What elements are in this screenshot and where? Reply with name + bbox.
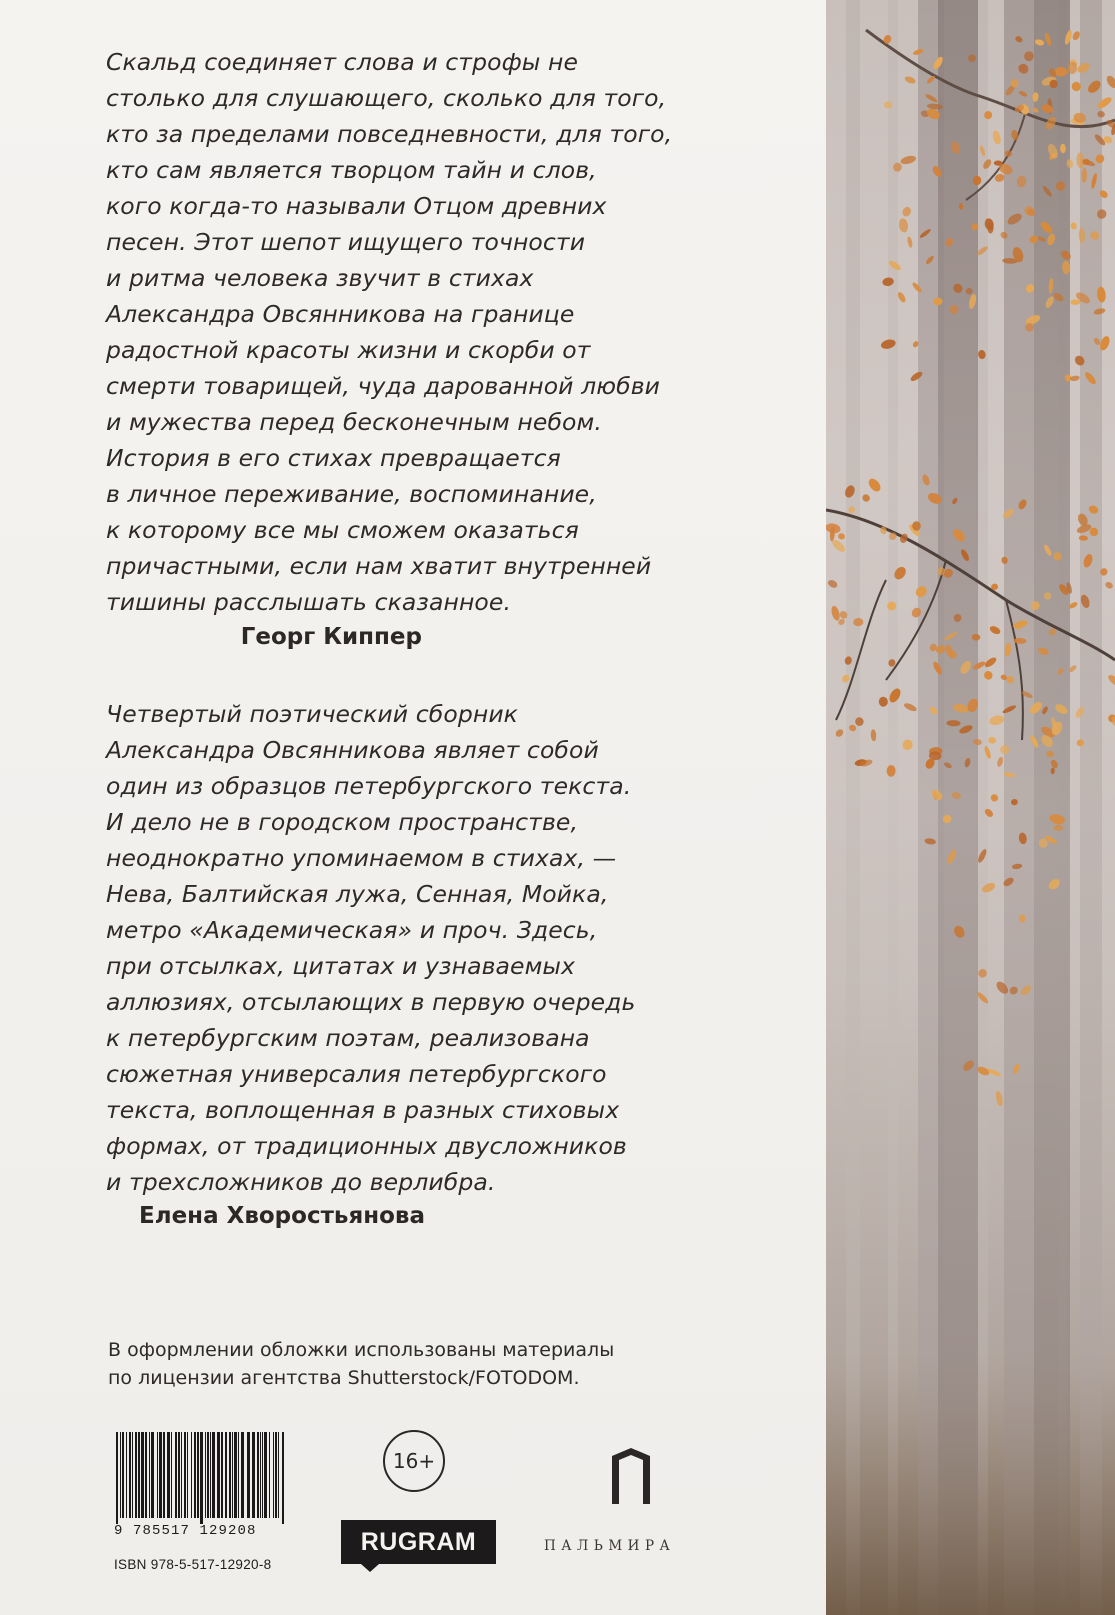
barcode-bar (278, 1432, 279, 1518)
quote-line: и ритма человека звучит в стихах (106, 264, 534, 292)
quote-line: к которому все мы сможем оказаться (106, 516, 579, 544)
quote-line: аллюзиях, отсылающих в первую очередь (106, 988, 636, 1016)
barcode-bar (257, 1432, 259, 1518)
quote-line: столько для слушающего, сколько для того, (106, 84, 667, 112)
quote-line: тишины расслышать сказанное. (106, 588, 512, 616)
quote-line: формах, от традиционных двусложников (106, 1132, 627, 1160)
quote-author-khvorostyanova: Елена Хворостьянова (139, 1203, 425, 1229)
barcode-bar (207, 1432, 209, 1518)
barcode-bar (191, 1432, 192, 1518)
quote-line: причастными, если нам хватит внутренней (106, 552, 652, 580)
barcode-bar (264, 1432, 267, 1518)
barcode-bar (126, 1432, 127, 1518)
quote-line: при отсылках, цитатах и узнаваемых (106, 952, 576, 980)
quote-line: неоднократно упоминаемом в стихах, — (106, 844, 617, 872)
image-credits (108, 1336, 614, 1392)
barcode-bar (232, 1432, 233, 1518)
palmira-logo-icon (608, 1446, 654, 1504)
barcode-bar (122, 1432, 124, 1518)
quote-line: сюжетная универсалия петербургского (106, 1060, 607, 1088)
quote-line: Александра Овсянникова на границе (106, 300, 575, 328)
quote-line: История в его стихах превращается (106, 444, 561, 472)
quote-line: метро «Академическая» и проч. Здесь, (106, 916, 598, 944)
barcode-bar (132, 1432, 133, 1518)
barcode-bar (120, 1432, 121, 1518)
barcode-bar (157, 1432, 158, 1518)
quote-line: в личное переживание, воспоминание, (106, 480, 597, 508)
barcode-bar (241, 1432, 244, 1518)
quote-line: кто за пределами повседневности, для того, (106, 120, 673, 148)
barcode-bar (275, 1432, 277, 1518)
barcode-bar (260, 1432, 261, 1518)
quote-line: песен. Этот шепот ищущего точности (106, 228, 586, 256)
barcode-bar (116, 1432, 118, 1524)
credits-line: по лицензии агентства Shutterstock/FOTODOM. (108, 1367, 580, 1389)
barcode-bar (171, 1432, 172, 1518)
barcode-bar (194, 1432, 196, 1518)
barcode-bar (252, 1432, 255, 1518)
quote-line: кого когда-то называли Отцом древних (106, 192, 607, 220)
barcode-bar (225, 1432, 227, 1518)
barcode-bar (187, 1432, 188, 1518)
barcode-bar (181, 1432, 182, 1518)
quote-line: текста, воплощенная в разных стиховых (106, 1096, 620, 1124)
barcode-bar (217, 1432, 220, 1518)
leaf (1070, 300, 1080, 305)
barcode-bar (205, 1432, 206, 1518)
barcode-bar (247, 1432, 250, 1518)
quote-line: Нева, Балтийская лужа, Сенная, Мойка, (106, 880, 609, 908)
barcode-bar (135, 1432, 137, 1518)
barcode-bar (210, 1432, 211, 1518)
barcode-bar (269, 1432, 270, 1518)
barcode-bar (138, 1432, 140, 1518)
quote-author-kipper: Георг Киппер (240, 624, 422, 650)
rugram-logo-text: RUGRAM (341, 1520, 496, 1564)
rugram-logo (341, 1520, 496, 1570)
barcode-bar (262, 1432, 263, 1518)
barcode-bar (175, 1432, 177, 1518)
review-quote-khvorostyanova (106, 696, 716, 1200)
quote-line: Александра Овсянникова являет собой (106, 736, 599, 764)
barcode-bar (167, 1432, 170, 1518)
quote-line: радостной красоты жизни и скорби от (106, 336, 591, 364)
quote-line: смерти товарищей, чуда дарованной любви (106, 372, 661, 400)
foggy-forest-illustration (826, 0, 1115, 1615)
barcode-bar (234, 1432, 237, 1518)
publisher-name: ПАЛЬМИРА (544, 1538, 676, 1554)
barcode-bar (129, 1432, 131, 1518)
barcode-bar (145, 1432, 147, 1518)
barcode-bar (197, 1432, 199, 1518)
barcode-bar (151, 1432, 154, 1518)
barcode-bar (212, 1432, 215, 1518)
credits-line: В оформлении обложки использованы материалы (108, 1339, 615, 1361)
quote-line: кто сам является творцом тайн и слов, (106, 156, 597, 184)
barcode-bar (238, 1432, 239, 1518)
barcode-bar (159, 1432, 162, 1518)
quote-line: Скальд соединяет слова и строфы не (106, 48, 579, 76)
barcode-bar (273, 1432, 274, 1518)
barcode-bar (163, 1432, 165, 1518)
barcode-bar (200, 1432, 203, 1524)
isbn-number: ISBN 978-5-517-12920-8 (114, 1557, 272, 1572)
review-quote-kipper (106, 44, 716, 620)
barcode-bar (184, 1432, 186, 1518)
quote-line: и мужества перед бесконечным небом. (106, 408, 602, 436)
barcode-bar (229, 1432, 231, 1518)
speech-tail-icon (361, 1564, 379, 1572)
quote-line: Четвертый поэтический сборник (106, 700, 518, 728)
cover-photo-forest (826, 0, 1115, 1615)
quote-line: и трехсложников до верлибра. (106, 1168, 496, 1196)
barcode-bar (221, 1432, 223, 1518)
barcode-bar (178, 1432, 180, 1518)
quote-line: к петербургским поэтам, реализована (106, 1024, 590, 1052)
barcode-bar (149, 1432, 150, 1518)
quote-line: один из образцов петербургского текста. (106, 772, 632, 800)
barcode-digits: 9 785517 129208 (114, 1523, 257, 1539)
leaf (912, 521, 921, 530)
barcode-bar (282, 1432, 284, 1524)
barcode-bar (141, 1432, 144, 1518)
quote-line: И дело не в городском пространстве, (106, 808, 579, 836)
age-rating-badge: 16+ (383, 1430, 445, 1492)
